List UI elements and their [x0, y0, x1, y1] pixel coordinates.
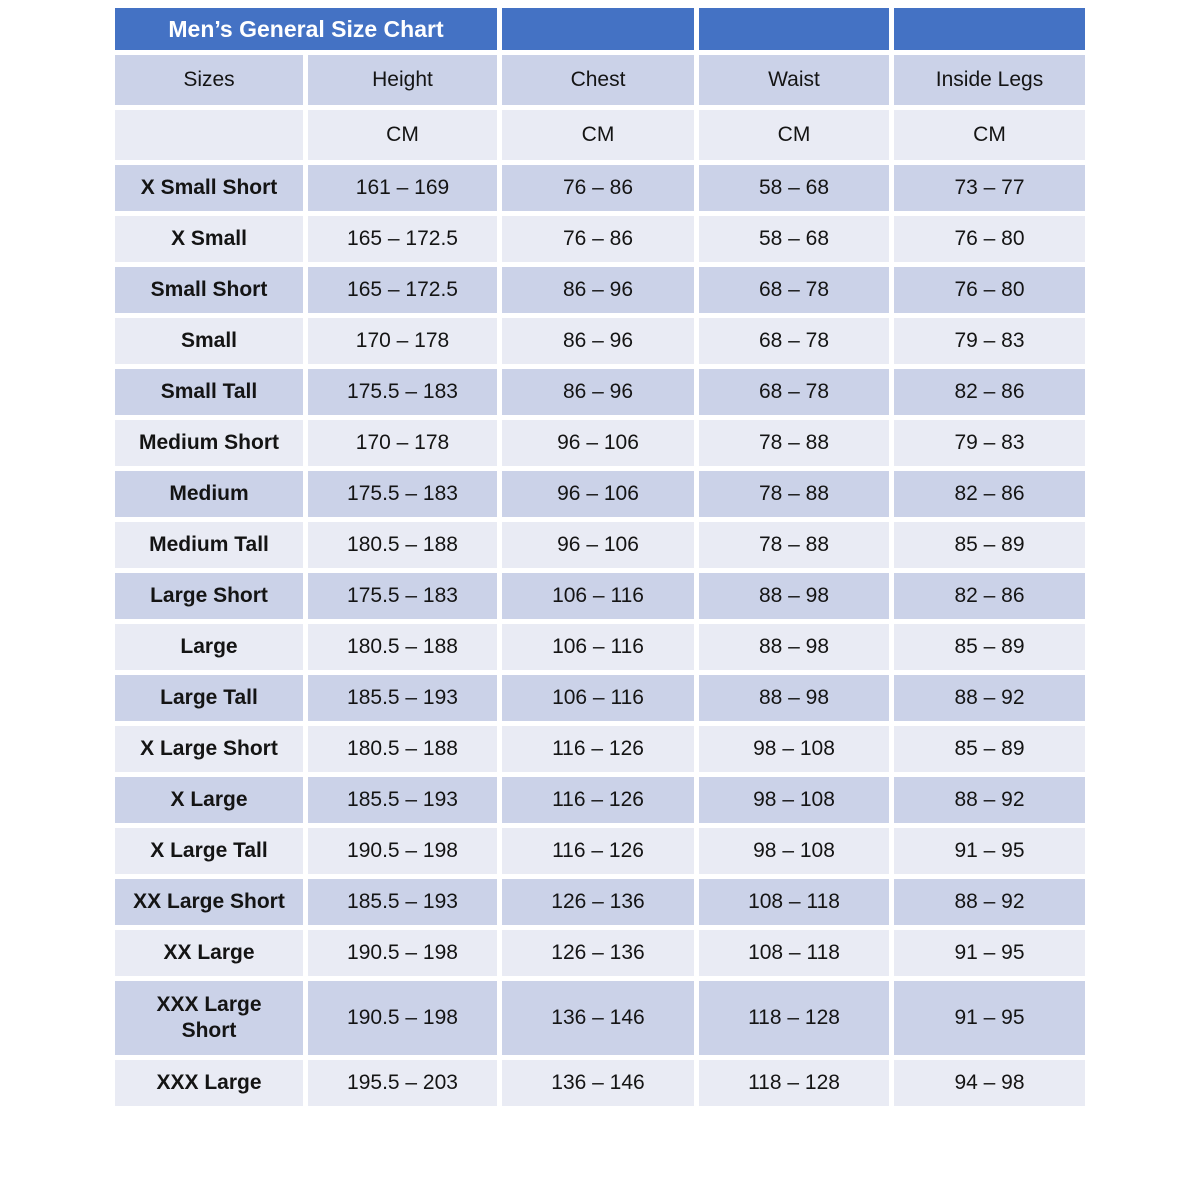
waist-cell: 118 – 128	[699, 1060, 889, 1106]
size-cell: Large Tall	[115, 675, 303, 721]
chest-cell: 86 – 96	[502, 318, 694, 364]
height-cell: 175.5 – 183	[308, 369, 497, 415]
chest-cell: 86 – 96	[502, 369, 694, 415]
inside-legs-cell: 82 – 86	[894, 573, 1085, 619]
table-row	[115, 675, 1085, 721]
inside-legs-cell: 76 – 80	[894, 216, 1085, 262]
chest-cell: 106 – 116	[502, 675, 694, 721]
size-cell: X Small	[115, 216, 303, 262]
table-row	[115, 420, 1085, 466]
column-header-inside-legs: Inside Legs	[894, 55, 1085, 105]
inside-legs-cell: 88 – 92	[894, 675, 1085, 721]
table-row	[115, 318, 1085, 364]
height-cell: 190.5 – 198	[308, 981, 497, 1055]
height-cell: 175.5 – 183	[308, 573, 497, 619]
units-row	[115, 110, 1085, 160]
chest-cell: 126 – 136	[502, 879, 694, 925]
table-row	[115, 981, 1085, 1055]
inside-legs-cell: 82 – 86	[894, 471, 1085, 517]
waist-cell: 78 – 88	[699, 420, 889, 466]
waist-cell: 88 – 98	[699, 624, 889, 670]
size-cell: Large Short	[115, 573, 303, 619]
title-spacer-cell-waist	[699, 8, 889, 50]
waist-cell: 108 – 118	[699, 879, 889, 925]
table-row	[115, 165, 1085, 211]
chest-cell: 126 – 136	[502, 930, 694, 976]
inside-legs-cell: 91 – 95	[894, 828, 1085, 874]
inside-legs-cell: 91 – 95	[894, 981, 1085, 1055]
chest-cell: 96 – 106	[502, 471, 694, 517]
size-cell: XX Large Short	[115, 879, 303, 925]
size-cell: X Large Short	[115, 726, 303, 772]
size-cell: XXX Large	[115, 1060, 303, 1106]
chest-cell: 136 – 146	[502, 981, 694, 1055]
waist-cell: 58 – 68	[699, 165, 889, 211]
waist-cell: 108 – 118	[699, 930, 889, 976]
inside-legs-cell: 94 – 98	[894, 1060, 1085, 1106]
height-cell: 185.5 – 193	[308, 777, 497, 823]
height-cell: 161 – 169	[308, 165, 497, 211]
inside-legs-cell: 88 – 92	[894, 879, 1085, 925]
chest-cell: 116 – 126	[502, 726, 694, 772]
units-empty-cell	[115, 110, 303, 160]
table-row	[115, 1060, 1085, 1106]
size-label: XXX Large Short	[156, 992, 262, 1042]
waist-cell: 88 – 98	[699, 573, 889, 619]
column-header-row	[115, 55, 1085, 105]
height-cell: 165 – 172.5	[308, 267, 497, 313]
inside-legs-cell: 73 – 77	[894, 165, 1085, 211]
chest-cell: 96 – 106	[502, 522, 694, 568]
table-row	[115, 624, 1085, 670]
height-cell: 185.5 – 193	[308, 675, 497, 721]
inside-legs-cell: 82 – 86	[894, 369, 1085, 415]
size-cell: Small	[115, 318, 303, 364]
size-cell: X Small Short	[115, 165, 303, 211]
size-cell: X Large Tall	[115, 828, 303, 874]
table-row	[115, 216, 1085, 262]
waist-cell: 98 – 108	[699, 828, 889, 874]
height-cell: 180.5 – 188	[308, 726, 497, 772]
title-spacer-cell-inside-legs	[894, 8, 1085, 50]
table-row	[115, 828, 1085, 874]
waist-cell: 78 – 88	[699, 471, 889, 517]
waist-cell: 88 – 98	[699, 675, 889, 721]
height-cell: 180.5 – 188	[308, 522, 497, 568]
table-row	[115, 573, 1085, 619]
height-cell: 175.5 – 183	[308, 471, 497, 517]
waist-cell: 68 – 78	[699, 318, 889, 364]
chest-cell: 76 – 86	[502, 165, 694, 211]
waist-cell: 118 – 128	[699, 981, 889, 1055]
chest-cell: 106 – 116	[502, 624, 694, 670]
waist-cell: 68 – 78	[699, 267, 889, 313]
chest-cell: 106 – 116	[502, 573, 694, 619]
size-cell: XX Large	[115, 930, 303, 976]
size-cell: Large	[115, 624, 303, 670]
height-cell: 170 – 178	[308, 318, 497, 364]
chest-cell: 86 – 96	[502, 267, 694, 313]
size-cell: Medium Short	[115, 420, 303, 466]
chest-cell: 76 – 86	[502, 216, 694, 262]
mens-size-chart-table	[110, 3, 1090, 1111]
waist-cell: 78 – 88	[699, 522, 889, 568]
size-cell	[115, 981, 303, 1055]
table-row	[115, 726, 1085, 772]
table-row	[115, 777, 1085, 823]
inside-legs-cell: 91 – 95	[894, 930, 1085, 976]
waist-cell: 98 – 108	[699, 777, 889, 823]
title-spacer-cell-chest	[502, 8, 694, 50]
size-cell: Small Short	[115, 267, 303, 313]
column-header-height: Height	[308, 55, 497, 105]
inside-legs-cell: 88 – 92	[894, 777, 1085, 823]
inside-legs-cell: 79 – 83	[894, 318, 1085, 364]
height-cell: 170 – 178	[308, 420, 497, 466]
inside-legs-cell: 85 – 89	[894, 726, 1085, 772]
units-cell-chest: CM	[502, 110, 694, 160]
height-cell: 190.5 – 198	[308, 828, 497, 874]
table-row	[115, 369, 1085, 415]
height-cell: 195.5 – 203	[308, 1060, 497, 1106]
height-cell: 185.5 – 193	[308, 879, 497, 925]
table-row	[115, 267, 1085, 313]
chest-cell: 116 – 126	[502, 828, 694, 874]
table-row	[115, 930, 1085, 976]
units-cell-height: CM	[308, 110, 497, 160]
size-cell: X Large	[115, 777, 303, 823]
height-cell: 190.5 – 198	[308, 930, 497, 976]
column-header-waist: Waist	[699, 55, 889, 105]
table-row	[115, 879, 1085, 925]
column-header-chest: Chest	[502, 55, 694, 105]
inside-legs-cell: 85 – 89	[894, 522, 1085, 568]
height-cell: 165 – 172.5	[308, 216, 497, 262]
size-rows-body	[115, 165, 1085, 1106]
inside-legs-cell: 76 – 80	[894, 267, 1085, 313]
table-row	[115, 471, 1085, 517]
inside-legs-cell: 79 – 83	[894, 420, 1085, 466]
title-row	[115, 8, 1085, 50]
page-title: Men’s General Size Chart	[115, 8, 497, 50]
chest-cell: 96 – 106	[502, 420, 694, 466]
waist-cell: 68 – 78	[699, 369, 889, 415]
chest-cell: 116 – 126	[502, 777, 694, 823]
inside-legs-cell: 85 – 89	[894, 624, 1085, 670]
size-cell: Small Tall	[115, 369, 303, 415]
size-cell: Medium Tall	[115, 522, 303, 568]
table-row	[115, 522, 1085, 568]
chest-cell: 136 – 146	[502, 1060, 694, 1106]
height-cell: 180.5 – 188	[308, 624, 497, 670]
units-cell-waist: CM	[699, 110, 889, 160]
waist-cell: 58 – 68	[699, 216, 889, 262]
waist-cell: 98 – 108	[699, 726, 889, 772]
units-cell-inside-legs: CM	[894, 110, 1085, 160]
size-cell: Medium	[115, 471, 303, 517]
column-header-sizes: Sizes	[115, 55, 303, 105]
